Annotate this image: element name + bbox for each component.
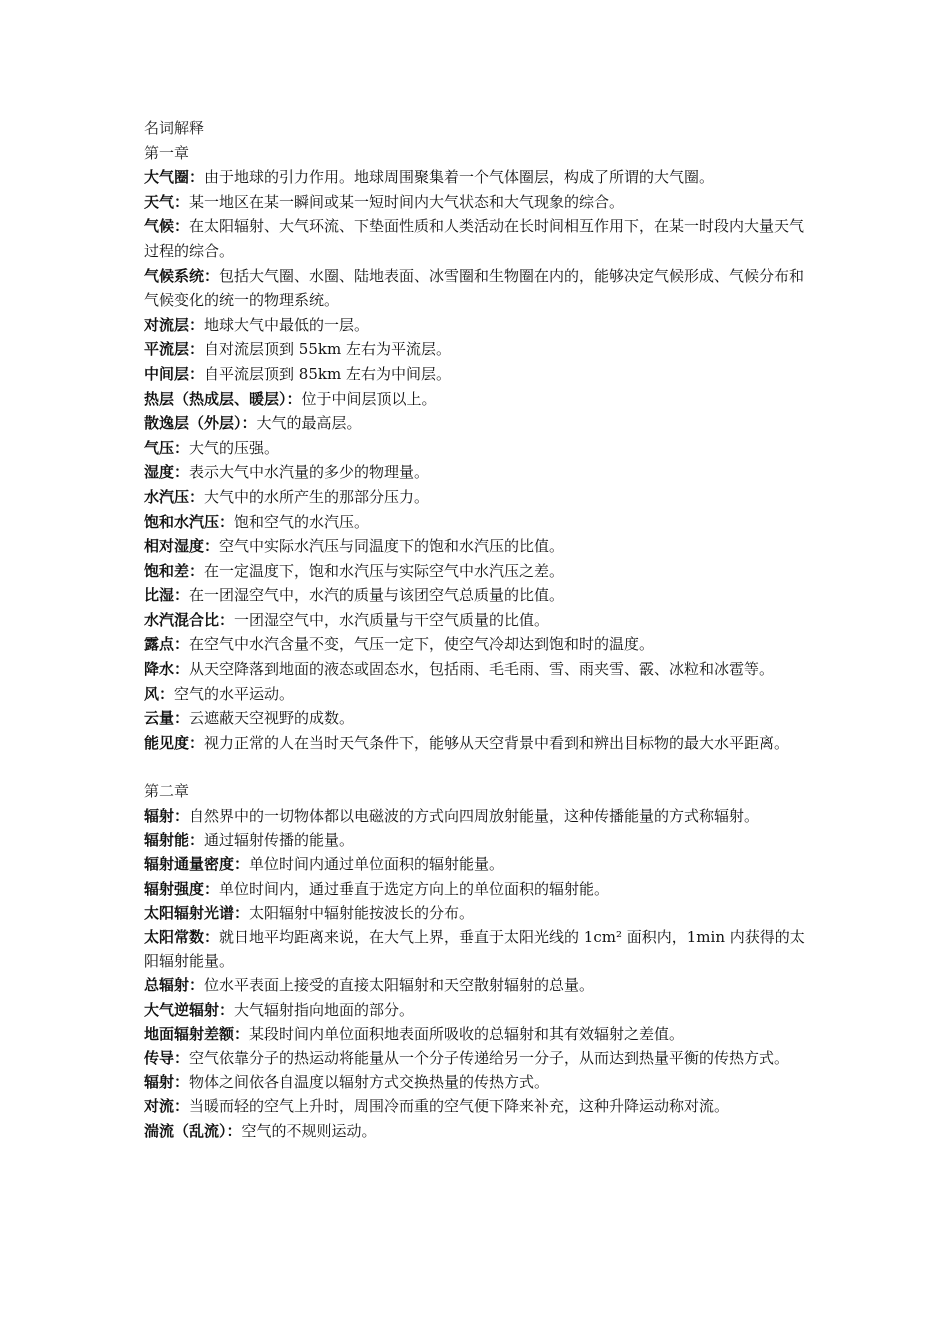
- document-title: 名词解释: [144, 119, 205, 137]
- glossary-term: 对流层: [144, 315, 190, 334]
- glossary-entry: [144, 460, 816, 485]
- term-separator: ：: [219, 1000, 235, 1019]
- glossary-term: 露点: [144, 635, 175, 654]
- glossary-definition: 大气的压强。: [189, 438, 280, 457]
- term-separator: ：: [174, 635, 190, 654]
- chapter-gap: [144, 755, 816, 779]
- glossary-entry: [144, 1119, 816, 1143]
- glossary-definition: 大气的最高层。: [256, 414, 362, 433]
- glossary-entry: [144, 190, 816, 215]
- glossary-entry: [144, 510, 816, 535]
- glossary-definition: 空气依靠分子的热运动将能量从一个分子传递给另一分子，从而达到热量平衡的传热方式。: [189, 1049, 790, 1068]
- glossary-definition: 单位时间内通过单位面积的辐射能量。: [249, 855, 505, 874]
- glossary-definition: 单位时间内，通过垂直于选定方向上的单位面积的辐射能。: [219, 879, 610, 898]
- chapter-heading: 第一章: [144, 143, 190, 162]
- glossary-entry: [144, 583, 816, 608]
- glossary-definition: 大气辐射指向地面的部分。: [234, 1000, 415, 1019]
- glossary-entry: [144, 828, 816, 852]
- glossary-definition: 一团湿空气中，水汽质量与干空气质量的比值。: [234, 610, 550, 629]
- glossary-entry: [144, 998, 816, 1022]
- glossary-entry: [144, 411, 816, 436]
- glossary-entry: [144, 852, 816, 876]
- glossary-definition: 通过辐射传播的能量。: [204, 831, 355, 850]
- term-separator: ：: [189, 168, 205, 187]
- chapter-2: [144, 779, 816, 1142]
- glossary-definition: 空气的不规则运动。: [241, 1121, 377, 1140]
- glossary-definition: 在一定温度下，饱和水汽压与实际空气中水汽压之差。: [204, 561, 565, 580]
- glossary-term: 云量: [144, 709, 175, 728]
- glossary-entry: [144, 706, 816, 731]
- glossary-entry: [144, 387, 816, 412]
- chapter-1-entries: [144, 165, 816, 755]
- term-separator: ：: [234, 855, 250, 874]
- glossary-definition: 自对流层顶到 55km 左右为平流层。: [204, 340, 451, 359]
- glossary-term: 总辐射: [144, 976, 190, 995]
- glossary-entry: [144, 436, 816, 461]
- glossary-entry: [144, 608, 816, 633]
- term-separator: ：: [174, 586, 190, 605]
- glossary-entry: [144, 1094, 816, 1118]
- glossary-definition: 空气中实际水汽压与同温度下的饱和水汽压的比值。: [219, 537, 565, 556]
- glossary-term: 饱和水汽压: [144, 512, 220, 531]
- term-separator: ：: [286, 389, 302, 408]
- glossary-term: 能见度: [144, 733, 190, 752]
- glossary-entry: [144, 264, 816, 313]
- glossary-term: 对流: [144, 1097, 175, 1116]
- term-separator: ：: [189, 561, 205, 580]
- glossary-term: 水汽混合比: [144, 610, 220, 629]
- term-separator: ：: [174, 1073, 190, 1092]
- glossary-entry: [144, 804, 816, 828]
- glossary-entry: [144, 337, 816, 362]
- term-separator: ：: [174, 463, 190, 482]
- glossary-term: 中间层: [144, 364, 190, 383]
- term-separator: ：: [174, 807, 190, 826]
- glossary-term: 大气圈: [144, 168, 190, 187]
- glossary-entry: [144, 313, 816, 338]
- glossary-definition: 包括大气圈、水圈、陆地表面、冰雪圈和生物圈在内的，能够决定气候形成、气候分布和气候变化的统一的物理系统。: [144, 266, 805, 310]
- glossary-term: 相对湿度: [144, 537, 205, 556]
- glossary-term: 辐射: [144, 807, 175, 826]
- glossary-entry: [144, 165, 816, 190]
- glossary-entry: [144, 362, 816, 387]
- glossary-term: 热层（热成层、暖层）: [144, 389, 287, 408]
- glossary-entry: [144, 214, 816, 263]
- glossary-definition: 就日地平均距离来说，在大气上界，垂直于太阳光线的 1cm² 面积内，1min 内获得的太阳辐射能量。: [144, 928, 805, 971]
- glossary-definition: 某一地区在某一瞬间或某一短时间内大气状态和大气现象的综合。: [189, 192, 625, 211]
- glossary-definition: 空气的水平运动。: [174, 684, 295, 703]
- glossary-entry: [144, 657, 816, 682]
- chapter-heading: 第二章: [144, 782, 190, 801]
- term-separator: ：: [204, 928, 220, 947]
- term-separator: ：: [234, 903, 250, 922]
- term-separator: ：: [174, 1049, 190, 1068]
- glossary-term: 降水: [144, 660, 175, 679]
- glossary-definition: 物体之间依各自温度以辐射方式交换热量的传热方式。: [189, 1073, 550, 1092]
- glossary-definition: 云遮蔽天空视野的成数。: [189, 709, 355, 728]
- glossary-definition: 太阳辐射中辐射能按波长的分布。: [249, 903, 475, 922]
- term-separator: ：: [174, 1097, 190, 1116]
- glossary-term: 辐射通量密度: [144, 855, 235, 874]
- glossary-term: 气候系统: [144, 266, 205, 285]
- term-separator: ：: [189, 831, 205, 850]
- term-separator: ：: [241, 414, 257, 433]
- glossary-term: 气候: [144, 217, 175, 236]
- term-separator: ：: [189, 364, 205, 383]
- glossary-definition: 地球大气中最低的一层。: [204, 315, 370, 334]
- glossary-definition: 在一团湿空气中，水汽的质量与该团空气总质量的比值。: [189, 586, 565, 605]
- glossary-definition: 位水平表面上接受的直接太阳辐射和天空散射辐射的总量。: [204, 976, 595, 995]
- glossary-definition: 位于中间层顶以上。: [301, 389, 437, 408]
- glossary-term: 饱和差: [144, 561, 190, 580]
- term-separator: ：: [174, 192, 190, 211]
- term-separator: ：: [234, 1024, 250, 1043]
- glossary-entry: [144, 632, 816, 657]
- glossary-term: 散逸层（外层）: [144, 414, 242, 433]
- glossary-term: 比湿: [144, 586, 175, 605]
- chapter-1: [144, 141, 816, 756]
- glossary-term: 辐射: [144, 1073, 175, 1092]
- glossary-entry: [144, 559, 816, 584]
- glossary-entry: [144, 973, 816, 997]
- glossary-definition: 自然界中的一切物体都以电磁波的方式向四周放射能量，这种传播能量的方式称辐射。: [189, 807, 760, 826]
- glossary-entry: [144, 731, 816, 756]
- glossary-term: 湍流（乱流）: [144, 1121, 227, 1140]
- glossary-term: 气压: [144, 438, 175, 457]
- glossary-entry: [144, 1070, 816, 1094]
- term-separator: ：: [174, 709, 190, 728]
- term-separator: ：: [226, 1121, 242, 1140]
- glossary-term: 传导: [144, 1049, 175, 1068]
- glossary-entry: [144, 925, 816, 973]
- term-separator: ：: [189, 976, 205, 995]
- glossary-term: 大气逆辐射: [144, 1000, 220, 1019]
- glossary-term: 地面辐射差额: [144, 1024, 235, 1043]
- term-separator: ：: [219, 610, 235, 629]
- glossary-definition: 某段时间内单位面积地表面所吸收的总辐射和其有效辐射之差值。: [249, 1024, 685, 1043]
- glossary-definition: 表示大气中水汽量的多少的物理量。: [189, 463, 430, 482]
- term-separator: ：: [189, 315, 205, 334]
- term-separator: ：: [174, 217, 190, 236]
- glossary-definition: 视力正常的人在当时天气条件下，能够从天空背景中看到和辨出目标物的最大水平距离。: [204, 733, 790, 752]
- glossary-entry: [144, 1046, 816, 1070]
- glossary-term: 水汽压: [144, 487, 190, 506]
- term-separator: ：: [189, 733, 205, 752]
- glossary-definition: 从天空降落到地面的液态或固态水，包括雨、毛毛雨、雪、雨夹雪、霰、冰粒和冰雹等。: [189, 660, 775, 679]
- glossary-definition: 在空气中水汽含量不变，气压一定下，使空气冷却达到饱和时的温度。: [189, 635, 655, 654]
- glossary-definition: 由于地球的引力作用。地球周围聚集着一个气体圈层，构成了所谓的大气圈。: [204, 168, 715, 187]
- glossary-term: 辐射能: [144, 831, 190, 850]
- glossary-entry: [144, 534, 816, 559]
- glossary-term: 湿度: [144, 463, 175, 482]
- glossary-term: 辐射强度: [144, 879, 205, 898]
- term-separator: ：: [159, 684, 175, 703]
- term-separator: ：: [174, 660, 190, 679]
- glossary-entry: [144, 682, 816, 707]
- glossary-term: 太阳辐射光谱: [144, 903, 235, 922]
- glossary-definition: 自平流层顶到 85km 左右为中间层。: [204, 364, 451, 383]
- glossary-definition: 饱和空气的水汽压。: [234, 512, 370, 531]
- term-separator: ：: [204, 266, 220, 285]
- glossary-entry: [144, 1022, 816, 1046]
- glossary-term: 天气: [144, 192, 175, 211]
- term-separator: ：: [204, 537, 220, 556]
- term-separator: ：: [219, 512, 235, 531]
- glossary-term: 风: [144, 684, 160, 703]
- chapter-2-entries: [144, 804, 816, 1143]
- term-separator: ：: [189, 340, 205, 359]
- glossary-definition: 在太阳辐射、大气环流、下垫面性质和人类活动在长时间相互作用下，在某一时段内大量天气过程的综合。: [144, 217, 805, 260]
- document-page: [144, 116, 816, 1143]
- glossary-term: 太阳常数: [144, 928, 205, 947]
- glossary-entry: [144, 901, 816, 925]
- glossary-entry: [144, 877, 816, 901]
- glossary-term: 平流层: [144, 340, 190, 359]
- glossary-definition: 当暖而轻的空气上升时，周围冷而重的空气便下降来补充，这种升降运动称对流。: [189, 1097, 730, 1116]
- term-separator: ：: [174, 438, 190, 457]
- term-separator: ：: [189, 487, 205, 506]
- term-separator: ：: [204, 879, 220, 898]
- glossary-entry: [144, 485, 816, 510]
- glossary-definition: 大气中的水所产生的那部分压力。: [204, 487, 430, 506]
